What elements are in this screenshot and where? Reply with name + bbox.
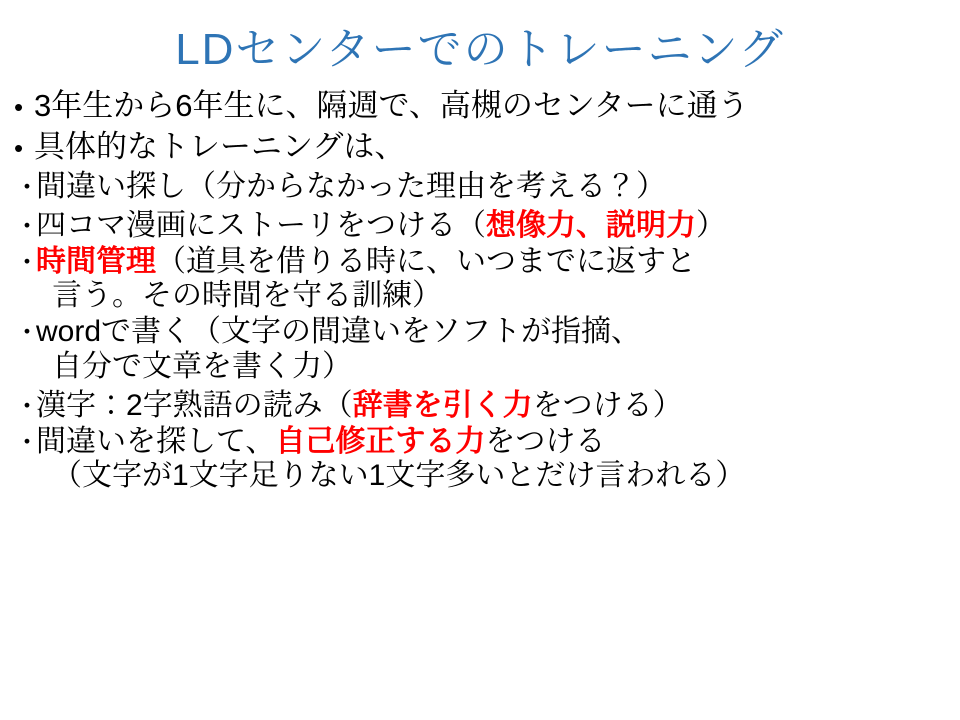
sub-bullet-line-2 bbox=[14, 206, 950, 245]
sub-bullet-line-2-text-a: 四コマ漫画にストーリをつける（ bbox=[36, 208, 486, 242]
sub-bullet-line-4-continuation bbox=[14, 350, 950, 384]
sub-bullet-icon: ・ bbox=[14, 210, 41, 241]
bullet-line-1-text: 3年生から6年生に、隔週で、高槻のセンターに通う bbox=[34, 88, 749, 124]
sub-bullet-line-6-continuation bbox=[14, 459, 950, 493]
sub-bullet-icon: ・ bbox=[14, 317, 41, 348]
sub-bullet-line-5-highlight: 辞書を引く力 bbox=[352, 388, 533, 422]
sub-bullet-line-3 bbox=[14, 245, 950, 279]
sub-bullet-icon: ・ bbox=[14, 171, 41, 202]
sub-bullet-line-3-continuation bbox=[14, 279, 950, 313]
sub-bullet-icon: ・ bbox=[14, 426, 41, 457]
sub-bullet-line-2-highlight: 想像力、説明力 bbox=[486, 208, 696, 242]
bullet-icon: • bbox=[14, 132, 24, 163]
sub-bullet-line-6-highlight: 自己修正する力 bbox=[275, 424, 486, 458]
sub-bullet-line-6-text-a: 間違いを探して、 bbox=[36, 424, 276, 458]
sub-bullet-line-1-text: 間違い探し（分からなかった理由を考える？） bbox=[36, 169, 666, 203]
sub-bullet-line-4-continuation-text: 自分で文章を書く力） bbox=[52, 349, 352, 383]
sub-bullet-line-6-continuation-text: （文字が1文字足りない1文字多いとだけ言われる） bbox=[52, 458, 746, 492]
sub-bullet-line-2-text-b: ） bbox=[696, 208, 726, 242]
sub-bullet-line-5 bbox=[14, 386, 950, 425]
bullet-line-1 bbox=[14, 86, 950, 126]
bullet-line-2 bbox=[14, 127, 950, 167]
page-title bbox=[0, 0, 960, 80]
sub-bullet-line-1 bbox=[14, 167, 950, 206]
sub-bullet-icon: ・ bbox=[14, 246, 41, 277]
bullet-icon: • bbox=[14, 92, 24, 123]
sub-bullet-line-4 bbox=[14, 315, 950, 349]
bullet-line-2-text: 具体的なトレーニングは、 bbox=[34, 128, 406, 164]
sub-bullet-line-5-text-a: 漢字：2字熟語の読み（ bbox=[36, 388, 353, 422]
slide-body bbox=[0, 80, 960, 493]
slide-title-text: LDセンターでのトレーニング bbox=[175, 25, 785, 74]
sub-bullet-icon: ・ bbox=[14, 390, 41, 421]
sub-bullet-line-3-continuation-text: 言う。その時間を守る訓練） bbox=[52, 279, 442, 313]
sub-bullet-line-3-text: （道具を借りる時に、いつまでに返すと bbox=[156, 244, 696, 278]
sub-bullet-line-3-highlight: 時間管理 bbox=[36, 244, 156, 278]
sub-bullet-line-6 bbox=[14, 425, 950, 459]
sub-bullet-line-4-text: wordで書く（文字の間違いをソフトが指摘、 bbox=[36, 315, 642, 349]
sub-bullet-line-6-text-b: をつける bbox=[485, 424, 606, 458]
sub-bullet-line-5-text-b: をつける） bbox=[532, 388, 683, 422]
